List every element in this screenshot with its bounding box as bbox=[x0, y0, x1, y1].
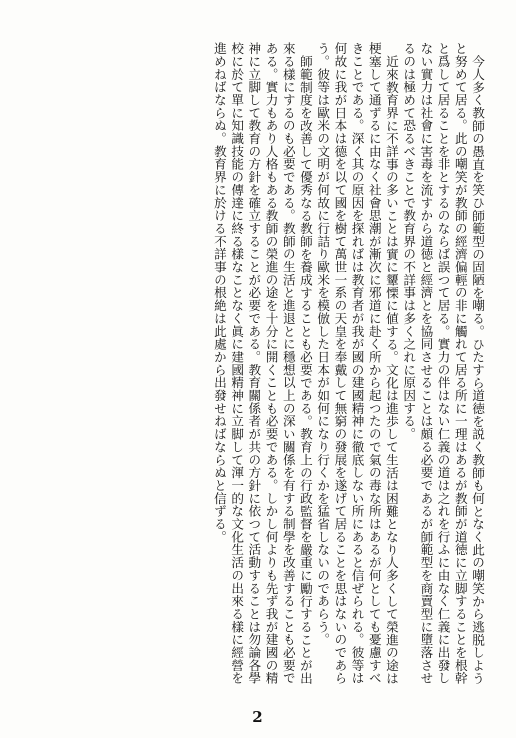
paragraph-1: 今人多く教師の愚直を笑ひ師範型の固陋を嘲る。ひたすら道徳を説く教師も何となく此の嘲笑から逃脱しようと努めて居る。此の嘲笑が教師の經濟偏輕の非に觸れて居る所に一理はあるが教師が道徳に立脚することを根幹と爲して居ることを非とするのならば誤つて居る。實力の伴はない仁義の道は之れを行ふに由なく仁義に出發しない實力は社會に害毒を流すから道徳と經濟とを協同させることは頗る必要であるが師範型を商賣型に墮落させるのは極めて恐るべきことで教育界の不詳事は多く之れに原因する。 bbox=[401, 42, 485, 685]
paragraph-3: 師範制度を改善して優秀なる教師を養成することも必要である。教育上の行政監督を嚴重に勵行することが出來る樣にするのも必要である。教師の生活と進退とに穩想以上の深い關係を有する制學を改善することも必要である。實力もあり人格もある教師の榮進の途を十分に開くことも必要である。しかし何よりも先ず我が建國の精神に立脚して教育の方針を確立することが必要である。教育關係者が共の方針に依つて活動することは勿論各學校に於て單に知識技能の傳達に終る樣なことなく眞に建國精神に立脚して渾一的な文化生活の出來る樣に經營を進めねばならぬ。教育界に於ける不詳事の根絶は此處から出發せねばならぬと信ずる。 bbox=[211, 42, 313, 685]
page-number: 2 bbox=[252, 708, 264, 726]
paragraph-2: 近來教育界に不詳事の多いことは實に顰慄に値する。文化は進歩して生活は困難となり人多くして榮進の途は梗塞して通ずるに由なく社會思潮が漸次に邪道に赴く所から起つたので氣の毒な所はあるが何としても憂慮すべきことである。深く其の原因を探ればは教育者が我が國の建國精神に徹底しない所にあると信ぜられる。彼等は何故に我が日本は德を以て國を樹て萬世一系の天皇を奉戴して無窮の發展を遂げて居ることを思はないのであらう。彼等は歐米の文明が何故に行詰り歐米を模倣した日本が如何になり行くかを猛省しないのであらう。 bbox=[315, 42, 399, 685]
body-text bbox=[26, 42, 486, 692]
